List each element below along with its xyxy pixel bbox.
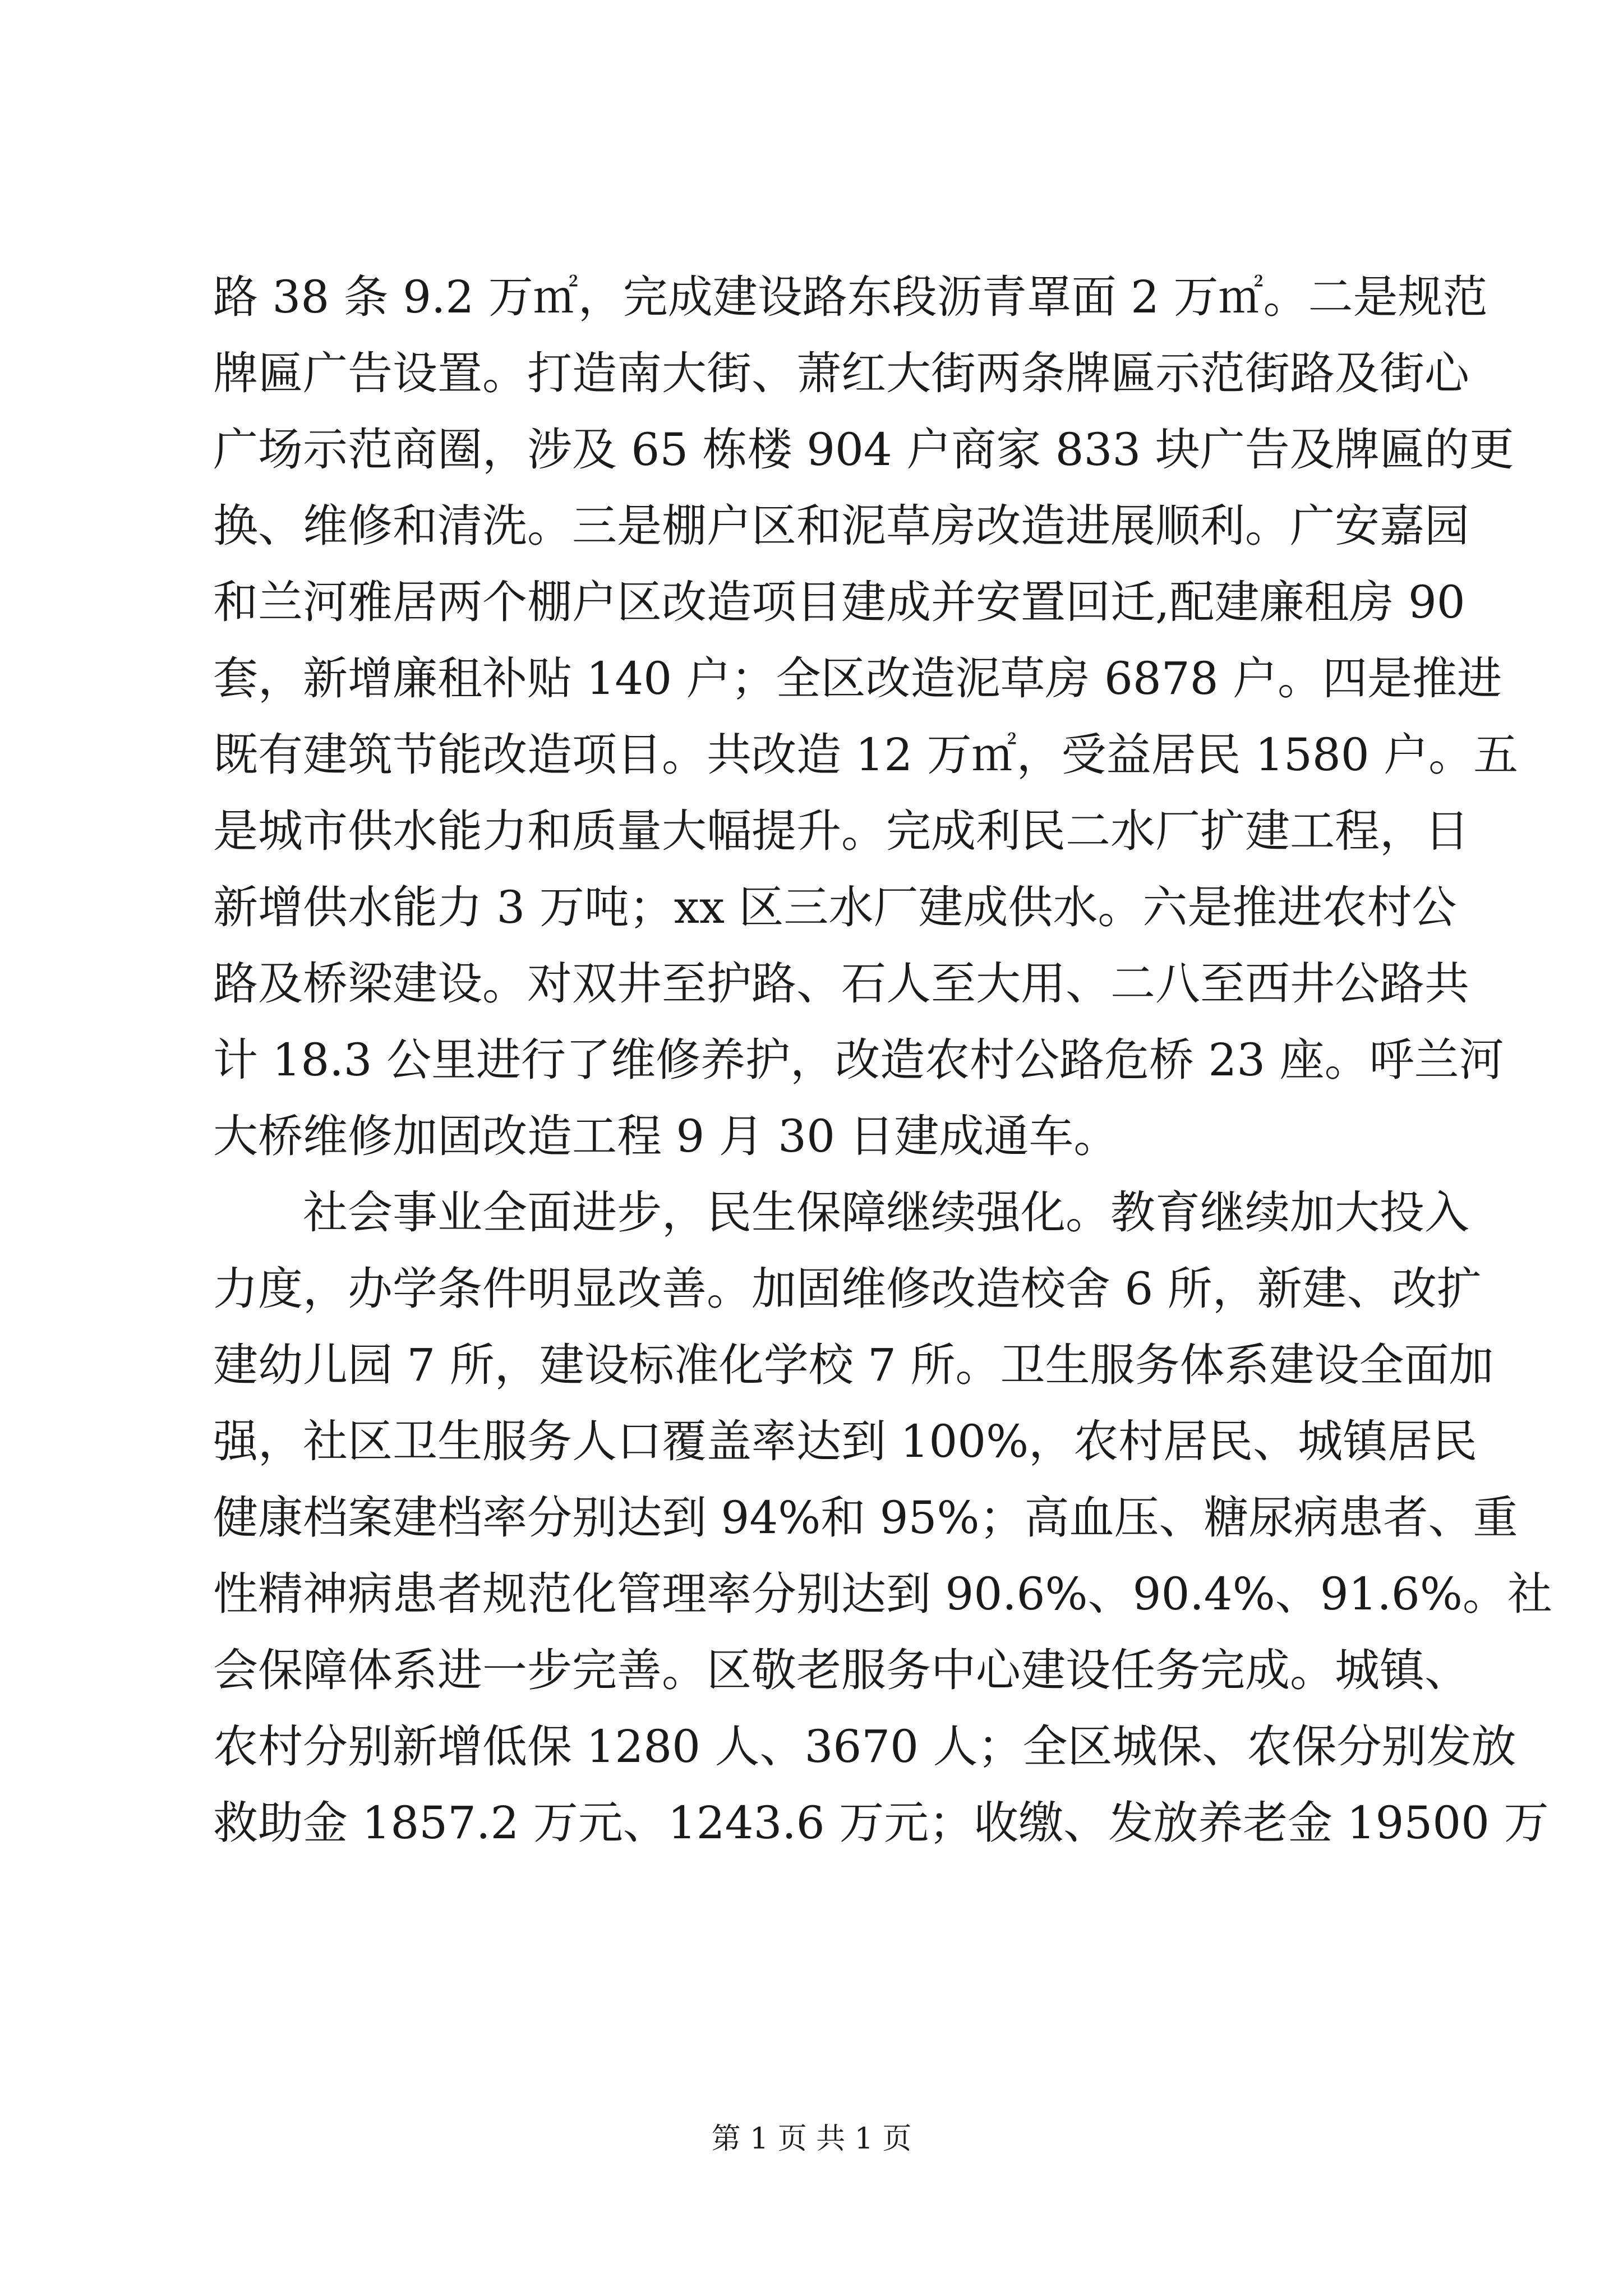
text-line: 性精神病患者规范化管理率分别达到 90.6%、90.4%、91.6%。社: [213, 1568, 1552, 1620]
text-line: 强，社区卫生服务人口覆盖率达到 100%，农村居民、城镇居民: [213, 1415, 1478, 1467]
text-line: 救助金 1857.2 万元、1243.6 万元；收缴、发放养老金 19500 万: [213, 1797, 1549, 1849]
text-line: 会保障体系进一步完善。区敬老服务中心建设任务完成。城镇、: [213, 1644, 1469, 1696]
text-line: 社会事业全面进步，民生保障继续强化。教育继续加大投入: [303, 1186, 1469, 1239]
text-line: 大桥维修加固改造工程 9 月 30 日建成通车。: [213, 1110, 1119, 1162]
text-line: 路及桥梁建设。对双井至护路、石人至大用、二八至西井公路共: [213, 958, 1469, 1010]
text-line: 建幼儿园 7 所，建设标准化学校 7 所。卫生服务体系建设全面加: [213, 1339, 1494, 1391]
text-line: 农村分别新增低保 1280 人、3670 人；全区城保、农保分别发放: [213, 1720, 1516, 1773]
text-line: 路 38 条 9.2 万㎡，完成建设路东段沥青罩面 2 万㎡。二是规范: [213, 271, 1488, 323]
paragraph: [213, 1175, 1552, 1861]
text-line: 力度，办学条件明显改善。加固维修改造校舍 6 所，新建、改扩: [213, 1263, 1482, 1315]
text-line: 新增供水能力 3 万吨；xx 区三水厂建成供水。六是推进农村公: [213, 881, 1457, 933]
text-line: 和兰河雅居两个棚户区改造项目建成并安置回迁,配建廉租房 90: [213, 576, 1465, 628]
page-footer: 第 1 页 共 1 页: [711, 2122, 912, 2156]
text-line: 是城市供水能力和质量大幅提升。完成利民二水厂扩建工程，日: [213, 805, 1469, 857]
text-line: 广场示范商圈，涉及 65 栋楼 904 户商家 833 块广告及牌匾的更: [213, 424, 1514, 476]
text-line: 牌匾广告设置。打造南大街、萧红大街两条牌匾示范街路及街心: [213, 347, 1469, 399]
text-line: 计 18.3 公里进行了维修养护，改造农村公路危桥 23 座。呼兰河: [213, 1034, 1504, 1086]
paragraph: [213, 259, 1519, 1175]
text-line: 换、维修和清洗。三是棚户区和泥草房改造进展顺利。广安嘉园: [213, 500, 1469, 552]
text-line: 健康档案建档率分别达到 94%和 95%；高血压、糖尿病患者、重: [213, 1492, 1518, 1544]
text-line: 既有建筑节能改造项目。共改造 12 万㎡，受益居民 1580 户。五: [213, 729, 1519, 781]
text-line: 套，新增廉租补贴 140 户；全区改造泥草房 6878 户。四是推进: [213, 652, 1502, 705]
document-body: [213, 259, 1552, 1861]
